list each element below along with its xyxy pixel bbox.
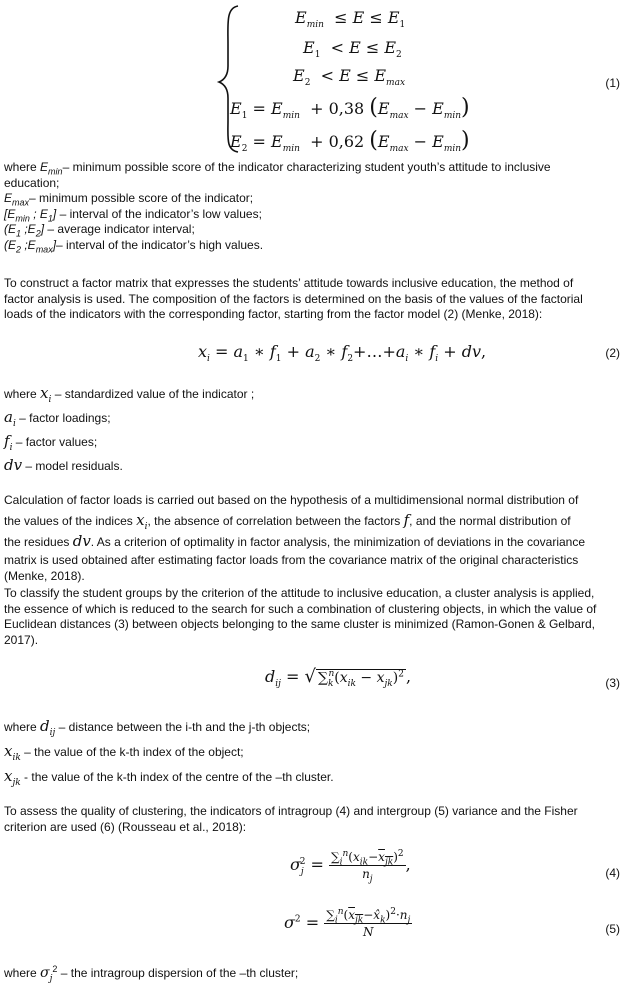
paragraph-cluster-analysis: To classify the student groups by the criterion of the attitude to inclusive education, a cluster analysis is applied, the essence of which is reduced to the search for such a combination of clustering objects, in which the value of Euclidean distances (3) between objects belonging to the same cluster is minimized (Ramon-Gonen & Gelbard, 2017). xyxy=(4,586,597,647)
system-line-1: $E_{min} \le E \le E_1$ xyxy=(295,8,406,31)
paragraph-factor-loads: Calculation of factor loads is carried out based on the hypothesis of a multidimensional normal distribution of the values of the indices $x_i$, the absence of correlation between the factors f, and the normal distribution of the residues dv. As a criterion of optimality in factor analysis, the minimization of deviations in the covariance xyxy=(4,493,586,550)
system-line-2: $E_1 < E \le E_2$ xyxy=(303,38,402,61)
def-average-interval: ($E_1$ $;E_2$] – average indicator interval; xyxy=(4,222,195,239)
def-xik: $x_{ik}$ – the value of the k-th index of the object; xyxy=(4,742,244,763)
paragraph-clustering-quality: To assess the quality of clustering, the indicators of intragroup (4) and intergroup (5) variance and the Fisher criterion are used (6) (Rousseau et al., 2018): xyxy=(4,804,578,834)
def-low-interval: [$E_{min}$ ; $E_1$] – interval of the indicator’s low values; xyxy=(4,206,262,223)
equation-number-1: (1) xyxy=(605,76,620,90)
def-xjk: $x_{jk}$ - the value of the k-th index of the centre of the –th cluster. xyxy=(4,767,334,788)
coefficient-2: 0,62 xyxy=(328,132,365,151)
def-fi: $f_i$ – factor values; xyxy=(4,432,98,453)
definitions-3 xyxy=(4,714,618,789)
equation-5: $\sigma^2$ = $\frac{\sum_i^n(x_{jk}-x̂_k)^2\cdot n_j}{N}$ xyxy=(284,907,411,939)
def-emin: where $E_{min}-$ minimum possible score of the indicator characterizing student youth’s attitude to inclusive xyxy=(4,160,551,177)
def-emin-cont: education; xyxy=(4,175,60,190)
equation-3: $d_{ij}$ = √ $\sum_k^n(x_{ik} - x_{jk})^2$ , xyxy=(265,666,412,690)
system-line-4: $E_1 = E_{min} + 0,38$ $(E_{max} - E_{min})$ xyxy=(230,95,470,122)
equation-number-3: (3) xyxy=(605,676,620,690)
system-line-3: $E_2 < E \le E_{max}$ xyxy=(293,66,406,89)
definition-intragroup: where $\sigma_j^2$ – the intragroup dispersion of the –th cluster; xyxy=(4,964,299,984)
fraction-4: $\frac{\sum_i^n(x_{ik}-x_{jk})^2}{n_j}$ xyxy=(331,849,404,885)
equation-number-4: (4) xyxy=(605,866,620,880)
definitions-1 xyxy=(4,160,618,253)
def-xi: where $x_i$ – standardized value of the indicator ; xyxy=(4,384,255,405)
equation-number-5: (5) xyxy=(605,922,620,936)
definitions-2 xyxy=(4,382,618,478)
paragraph-factor-loads-cont: matrix is used obtained after estimating factor loads from the covariance matrix of the original characteristics (Menke, 2018). xyxy=(4,553,579,583)
equation-2: $x_i = a_1$ ∗ $f_1 + a_2$ ∗ $f_2+\dots+a_i$ ∗ $f_i$ + dv, xyxy=(198,342,487,365)
equation-number-2: (2) xyxy=(605,346,620,360)
fraction-5: $\frac{\sum_i^n(x_{jk}-x̂_k)^2\cdot n_j}{N}$ xyxy=(326,907,411,939)
system-line-5: $E_2 = E_{min} + 0,62$ $(E_{max} - E_{min})$ xyxy=(230,128,470,155)
paragraph-factor-matrix: To construct a factor matrix that expresses the students’ attitude towards inclusive education, the method of factor analysis is used. The composition of the factors is determined on the basis of the values of the factorial loads of the indicators with the corresponding factor, starting from the factor model (2) (Menke, 2018): xyxy=(4,276,583,321)
coefficient-1: 0,38 xyxy=(328,99,365,118)
equation-4: $\sigma_j^2$ = $\frac{\sum_i^n(x_{ik}-x_{jk})^2}{n_j}$ , xyxy=(290,849,411,885)
def-dv: dv – model residuals. xyxy=(4,456,123,474)
def-emax: $E_{max}-$ minimum possible score of the indicator; xyxy=(4,191,254,208)
def-dij: where $d_{ij}$ – distance between the i-th and the j-th objects; xyxy=(4,717,311,738)
def-ai: $a_i$ – factor loadings; xyxy=(4,408,111,429)
def-high-interval: ($E_2$ $;E_{max}]-$ interval of the indicator’s high values. xyxy=(4,237,264,254)
